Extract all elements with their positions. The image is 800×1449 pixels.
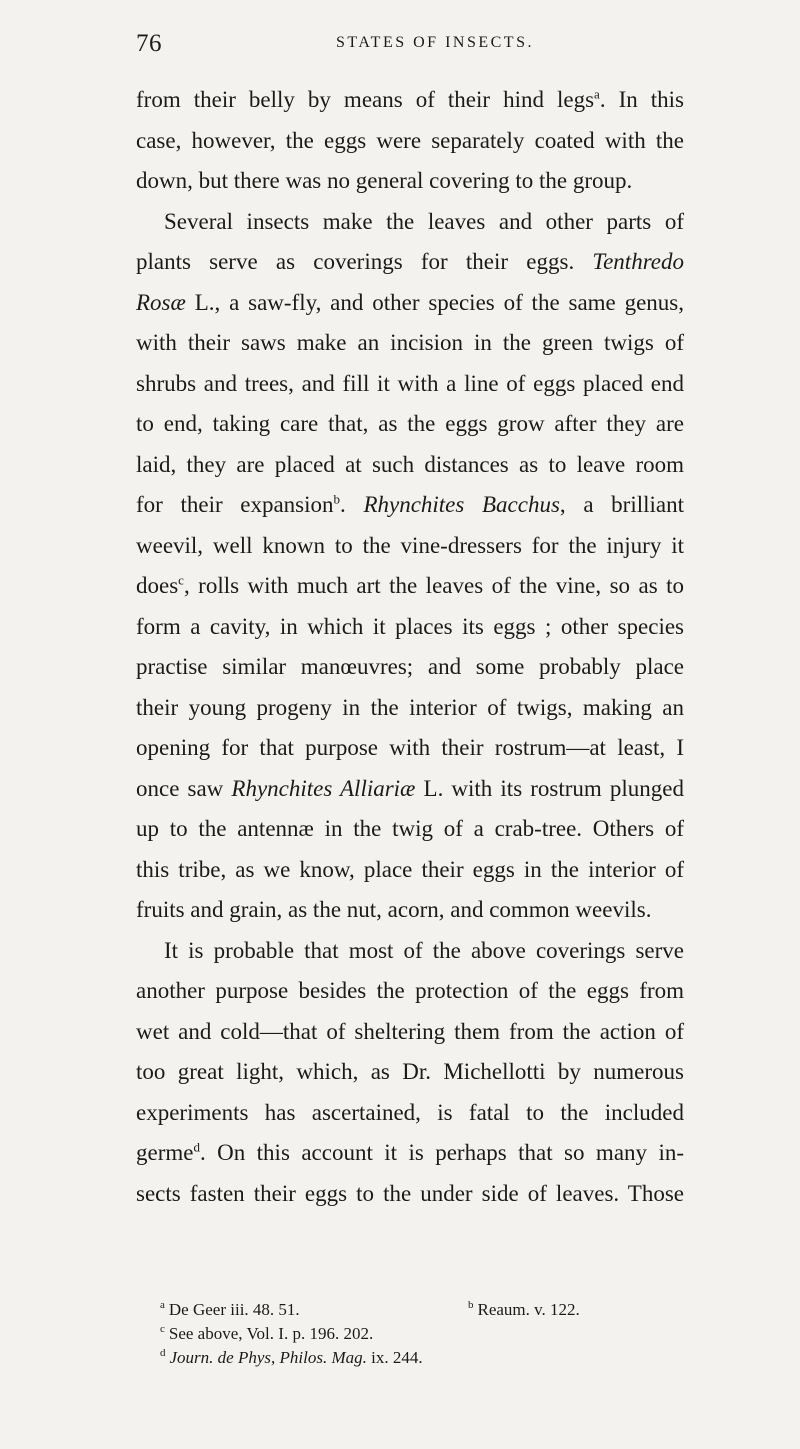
text-line: case, however, the eggs were separately coated with the	[136, 127, 684, 153]
text-line: another purpose besides the protection of the eggs from	[136, 978, 684, 1003]
text-line: germe$^d$. On this account it is perhaps that so many in-	[136, 1139, 684, 1165]
species-name: Tenthredo	[592, 249, 685, 274]
footnotes	[160, 1298, 700, 1370]
body-text	[136, 80, 684, 1214]
text-line: shrubs and trees, and fill it with a line of eggs placed end	[136, 370, 684, 396]
text-line: once saw Rhynchites Alliariæ L. with its rostrum plunged	[136, 775, 684, 801]
text-line: this tribe, as we know, place their eggs in the interior of	[136, 856, 684, 882]
text-line: experiments has ascertained, is fatal to the included	[136, 1099, 684, 1125]
text-line: form a cavity, in which it places its eggs ; other species	[136, 613, 684, 639]
footnote-ref-b: b	[333, 491, 341, 507]
species-name: Rosæ	[136, 289, 186, 315]
text-line: with their saws make an incision in the green twigs of	[136, 330, 684, 355]
text-line: too great light, which, as Dr. Michellotti by numerous	[136, 1059, 684, 1084]
footnote-ref-a: a	[594, 86, 600, 102]
text-line: sects fasten their eggs to the under side of leaves. Those	[136, 1180, 684, 1206]
text-line: down, but there was no general covering to the group.	[136, 168, 633, 193]
text-line: weevil, well known to the vine-dressers for the injury it	[136, 532, 684, 558]
footnote-ref-c: c	[178, 572, 184, 588]
text-line: plants serve as coverings for their eggs. Tenthredo	[136, 249, 685, 274]
footnote-a: $^a$ De Geer iii. 48. 51.	[160, 1299, 300, 1319]
text-line: opening for that purpose with their rostrum—at least, I	[136, 735, 684, 760]
text-line: wet and cold—that of sheltering them from the action of	[136, 1018, 684, 1044]
text-line: their young progeny in the interior of twigs, making an	[136, 694, 684, 720]
page-number: 76	[136, 30, 162, 57]
text-line: Rosæ L., a saw-fly, and other species of the same genus,	[136, 289, 684, 315]
text-line: It is probable that most of the above coverings serve	[164, 937, 684, 963]
text-line: fruits and grain, as the nut, acorn, and common weevils.	[136, 897, 652, 922]
footnote-row	[160, 1298, 700, 1322]
footnote-c: $^c$ See above, Vol. I. p. 196. 202.	[160, 1323, 374, 1343]
species-name: Rhynchites Alliariæ	[231, 775, 416, 801]
species-name: Rhynchites Bacchus	[363, 492, 560, 517]
footnote-b: $^b$ Reaum. v. 122.	[468, 1299, 580, 1319]
footnote-ref-d: d	[193, 1139, 200, 1155]
text-line: laid, they are placed at such distances as to leave room	[136, 451, 684, 477]
footnote-d: $^d$ Journ. de Phys, Philos. Mag. ix. 244.	[160, 1347, 423, 1367]
text-line: up to the antennæ in the twig of a crab-tree. Others of	[136, 816, 684, 841]
text-line: for their expansion$^b$. Rhynchites Bacchus, a brilliant	[136, 491, 685, 517]
text-line: practise similar manœuvres; and some probably place	[136, 654, 684, 679]
text-line: Several insects make the leaves and other parts of	[164, 208, 684, 234]
text-line: from their belly by means of their hind legs$^a$. In this	[136, 86, 684, 112]
running-head: STATES OF INSECTS.	[336, 34, 534, 51]
text-line: does$^c$, rolls with much art the leaves of the vine, so as to	[136, 572, 684, 598]
text-line: to end, taking care that, as the eggs grow after they are	[136, 411, 684, 436]
